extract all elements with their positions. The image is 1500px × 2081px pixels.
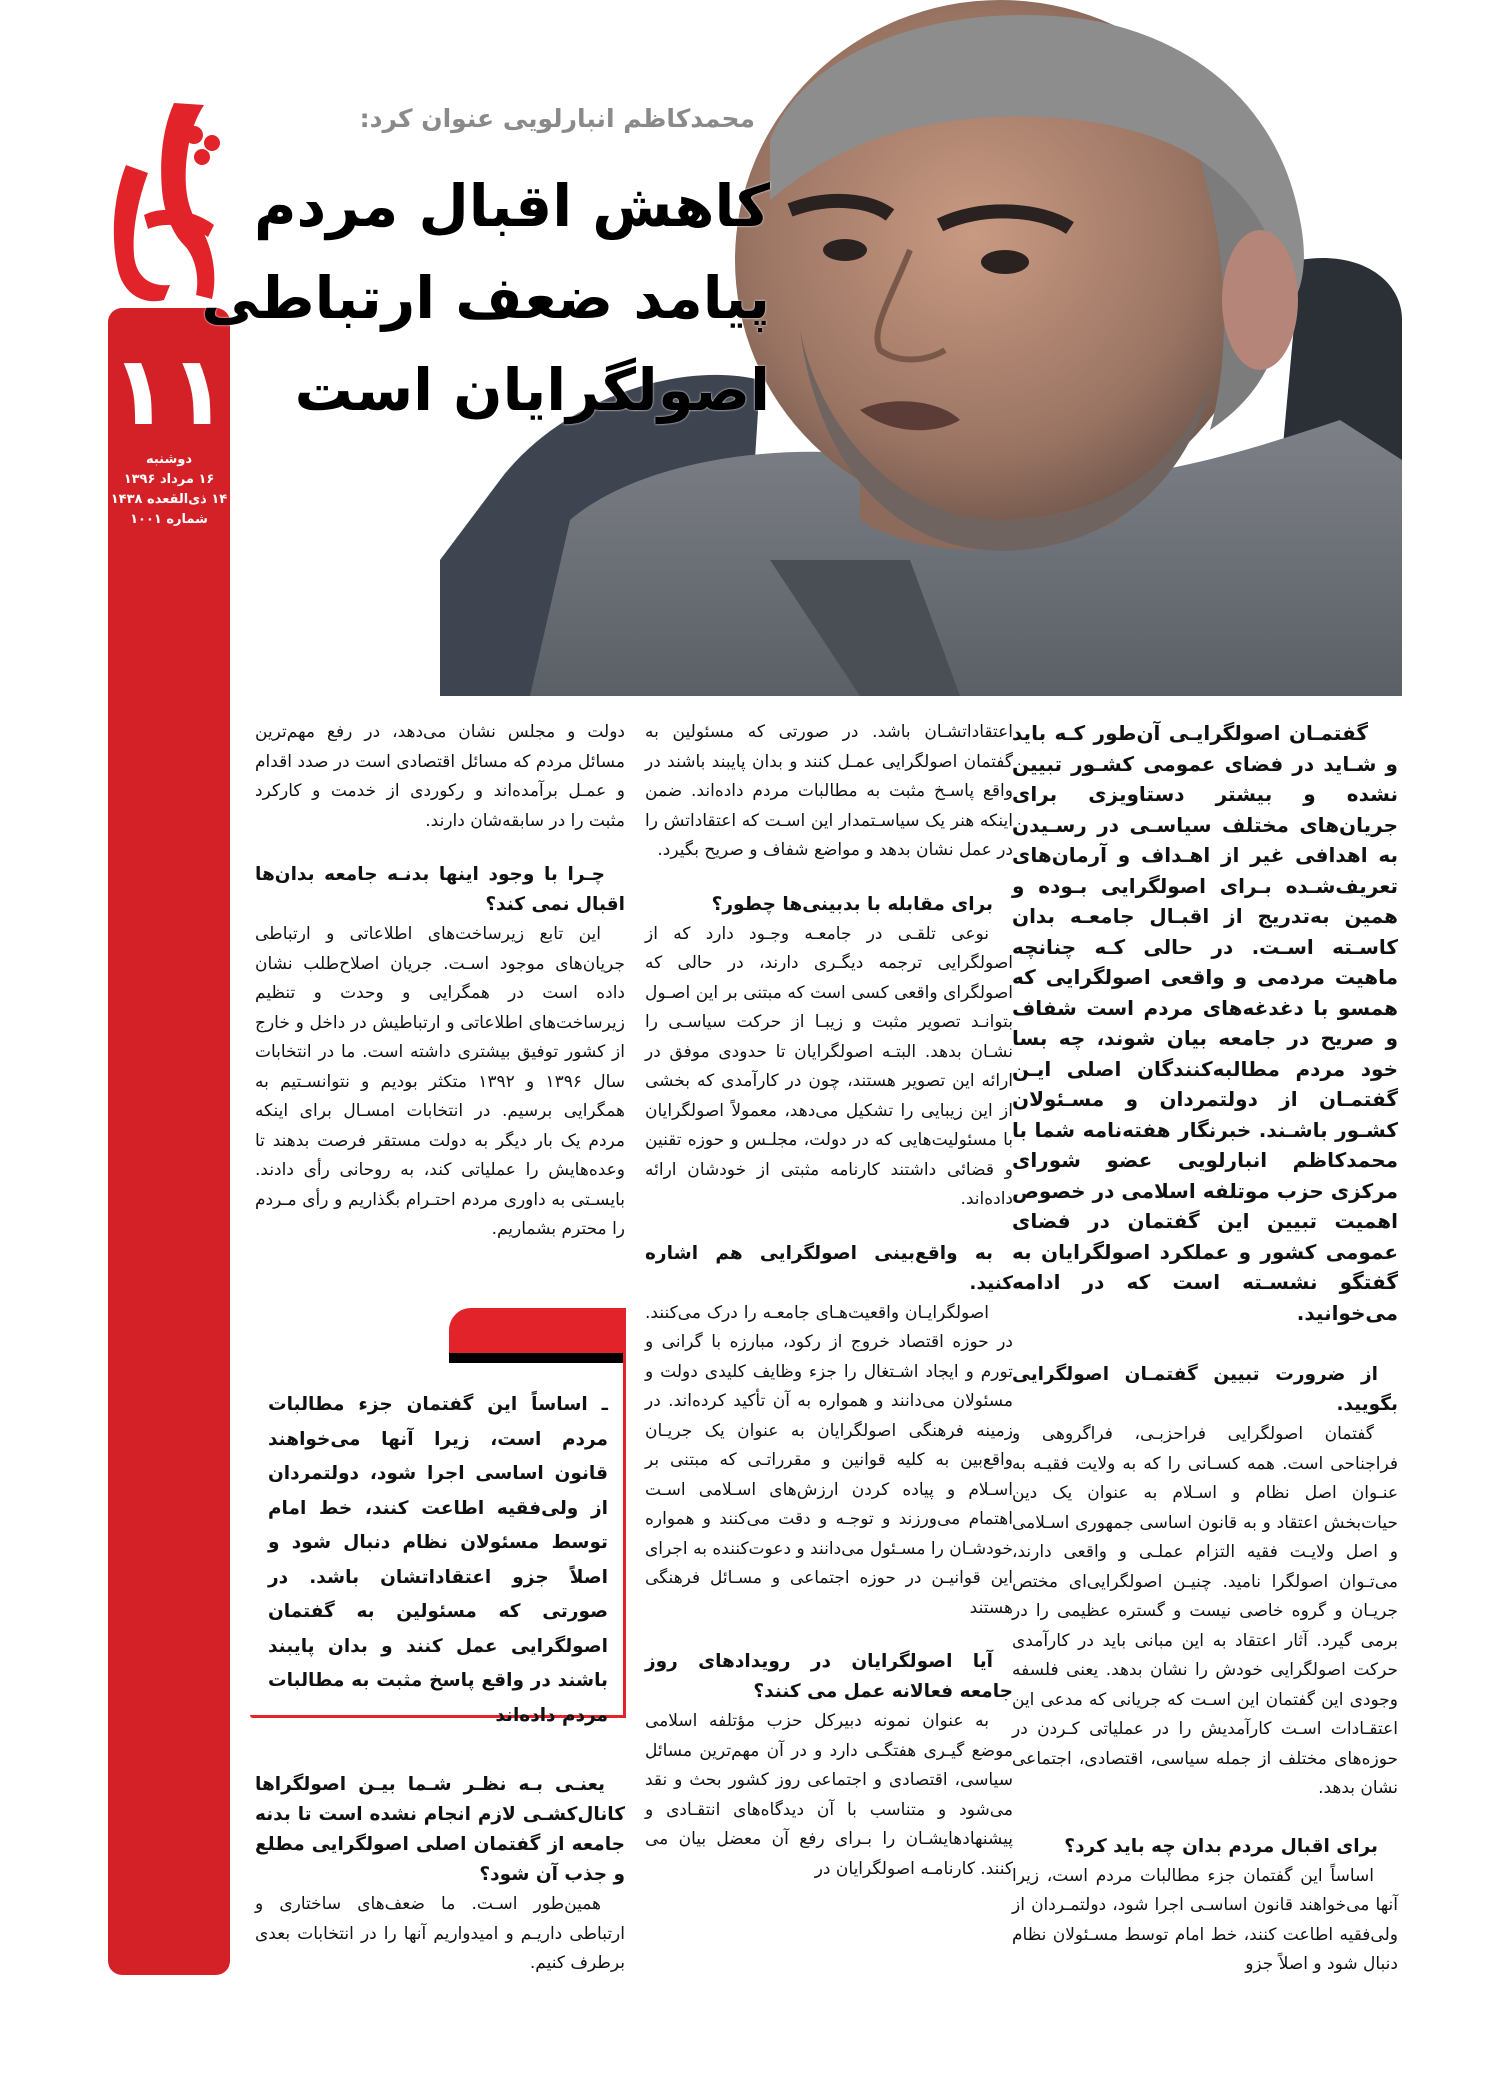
article-column-1 (1012, 718, 1398, 1980)
article-column-3 (255, 718, 625, 1245)
kicker: محمدکاظم انبارلویی عنوان کرد: (359, 104, 755, 133)
date-lunar: ۱۴ ذی‌القعده ۱۴۳۸ (110, 492, 228, 507)
question-heading: چـرا با وجود اینها بدنـه جامعه بدان‌ها اقبال نمی کند؟ (255, 864, 625, 915)
question-heading: از ضرورت تبیین گفتمـان اصولگرایی بگویید. (1012, 1364, 1398, 1415)
question-heading: برای مقابله با بدبینی‌ها چطور؟ (711, 893, 993, 915)
answer-paragraph: به عنوان نمونه دبیرکل حزب مؤتلفه اسلامی موضع گیـری هفتگـی دارد و در آن مهم‌ترین مسائل سیاسی، اقتصادی و اجتماعی روز کشور بحث و نقد می‌شود و متناسب با آن دیدگاه‌های انتقـادی و پیشنهادهایشـان را بـرای رفع آن معضل بیان می کنند. کارنامـه اصولگرایان در (645, 1711, 1013, 1879)
page-number: ۱۱ (110, 335, 228, 447)
headline (201, 160, 770, 436)
answer-paragraph: دولت و مجلس نشان می‌دهد، در رفع مهم‌ترین مسائل مردم که مسائل اقتصادی است در صدد اقدام و عمـل برآمده‌اند و رکوردی از خدمت و کارکرد مثبت را در سابقه‌شان دارند. (255, 722, 625, 831)
issue-sidebar (108, 308, 230, 1975)
pull-quote-box (250, 1308, 630, 1728)
weekday: دوشنبه (145, 452, 193, 467)
lead-paragraph: گفتمـان اصولگرایـی آن‌طور کـه باید و شـاید در فضای عمومی کشـور تبیین نشده و بیشتر دستاویزی برای جریان‌های مختلف سیاسـی در رسـیدن به اهدافی غیر از اهـداف و آرمان‌های تعریف‌شـده بـرای اصولگرایی بـوده و همین به‌تدریج از اقبـال جامعـه بدان کاسـته اسـت. در حالی کـه چنانچه ماهیت مردمی و واقعی اصولگرایی که همسو با دغدغه‌های مردم است شفاف و صریح در جامعه بیان شوند، چه بسا خود مردم مطالبه‌کنندگان اصلی ایـن گفتمـان از دولتمردان و مسـئولان کشـور باشـند. خبرنگار هفته‌نامه شما با محمدکاظم انبارلویی عضو شورای مرکزی حزب موتلفه اسلامی در خصوص اهمیت تبیین این گفتمان در فضای عمومی کشور و عملکرد اصولگرایان به گفتگو نشسـته است که در ادامه می‌خوانید. (1012, 721, 1398, 1325)
pull-quote-border (623, 1308, 626, 1716)
answer-paragraph: اساساً این گفتمان جزء مطالبات مردم است، زیرا آنها می‌خواهند قانون اساسـی اجرا شود، دولتمـردان از ولی‌فقیه اطاعت کنند، خط امام توسط مسـئولان نظام دنبال شود و اصلاً جزو (1012, 1865, 1398, 1974)
headline-line: پیامد ضعف ارتباطی (201, 264, 770, 332)
question-heading: یعنـی بـه نظـر شـما بیـن اصولگراها کانال‌کشـی لازم انجام نشده است تا بدنه جامعه از گفتمان اصلی اصولگرایی مطلع و جذب آن شود؟ (255, 1774, 625, 1885)
headline-line: اصولگرایان است (294, 356, 770, 424)
headline-line: کاهش اقبال مردم (254, 172, 770, 240)
answer-paragraph: نوعی تلقـی در جامعـه وجـود دارد که از اصولگرایی ترجمه دیگـری دارند، در حالی که اصولگرای واقعی کسی است که مبتنی بر این اصـول بتوانـد تصویر مثبت و زیبـا از حرکت سیاسـی را نشـان بدهد. البتـه اصولگرایان تا حدودی موفق در ارائه این تصویر هستند، چون در کارآمدی که بخشی از این زیبایی را تشکیل می‌دهد، معمولاً اصولگرایان با مسئولیت‌هایی که در دولت، مجلـس و حوزه تقنین و قضائی داشتند کارنامه مثبتی از خودشان ارائه داده‌اند. (645, 923, 1013, 1209)
answer-paragraph: همین‌طور اسـت. ما ضعف‌های ساختاری و ارتباطی داریـم و امیدواریم آنها را در انتخابات بعدی برطرف کنیم. (255, 1894, 625, 1973)
answer-paragraph: اصولگرایـان واقعیت‌هـای جامعـه را درک می‌کنند. در حوزه اقتصاد خروج از رکود، مبارزه با گرانی و تورم و ایجاد اشـتغال را جزء وظایف کلیدی دولت و مسئولان می‌دانند و همواره به آن تأکید کرده‌اند. در زمینه فرهنگی اصولگرایان به عنوان یک جریـان واقع‌بین به کلیه قوانین و مقرراتـی که مبتنی بر اسـلام و پیاده کردن ارزش‌های اسـلامی اسـت اهتمام می‌ورزند و توجـه و دقت می‌کنند و همواره خودشـان را مسـئول می‌دانند و دعوت‌کننده به اجرای این قوانیـن در حوزه اجتماعی و مسـائل فرهنگی هستند (645, 1302, 1013, 1618)
article-column-2 (645, 718, 1013, 1884)
dateline (108, 450, 230, 530)
pull-quote-black-bar (449, 1353, 624, 1363)
pull-quote-red-tab (449, 1308, 624, 1353)
answer-paragraph: این تابع زیرساخت‌های اطلاعاتی و ارتباطی جریان‌های موجود اسـت. جریان اصلاح‌طلب نشان داده است در همگرایی و وحدت و تنظیم زیرساخت‌های اطلاعاتی و ارتباطیش در داخل و خارج از کشور توفیق بیشتری داشته است. ما در انتخابات سال ۱۳۹۶ و ۱۳۹۲ متکثر بودیم و نتوانسـتیم به همگرایی برسیم. در انتخابات امسـال برای اینکه مردم یک بار دیگر به دولت مستقر فرصت بدهند تا وعده‌هایش را عملیاتی کند، به روحانی رأی دادند. بایسـتی به داوری مردم احتـرام بگذاریم و رأی مـردم را محترم بشماریم. (255, 924, 625, 1239)
answer-paragraph: گفتمان اصولگرایی فراحزبـی، فراگروهی و فراجناحی است. همه کسـانی را که به ولایت فقیـه به عنـوان اصل نظام و اسـلام به عنوان یک دین حیات‌بخش اعتقاد و به قانون اساسی جمهوری اسـلامی و اصل ولایـت فقیه التزام عملـی و واقعی دارند، می‌تـوان اصولگرا نامید. چنیـن اصولگرایی‌ای مختص جریـان و گروه خاصی نیست و گستره عظیمی را در برمی گیرد. آثار اعتقاد به این مبانی باید در کارآمدی حرکت اصولگرایی خودش را نشان بدهد. یعنی فلسفه وجودی این گفتمان این اسـت که جریانی که مدعی این اعتقـادات اسـت کارآمدیش را در عملیاتی کـردن در حوزه‌های مختلف از جمله سیاسی، اقتصادی، اجتماعی نشان بدهد. (1012, 1424, 1398, 1798)
pull-quote-text: ـ اساساً این گفتمان جزء مطالبات مردم است، زیرا آنها می‌خواهند قانون اساسی اجرا شود، دولتمردان از ولی‌فقیه اطاعت کنند، خط امام توسط مسئولان نظام دنبال شود و اصلاً جزو اعتقاداتشان باشد. در صورتی که مسئولین به گفتمان اصولگرایی عمل کنند و بدان پایبند باشند در واقع پاسخ مثبت به مطالبات مردم داده‌اند (268, 1394, 608, 1726)
answer-paragraph: اعتقاداتشـان باشد. در صورتی که مسئولین به گفتمان اصولگرایی عمـل کنند و بدان پایبند باشند در واقع پاسـخ مثبت به مطالبات مردم داده‌اند. ضمن اینکه هنر یک سیاسـتمدار این اسـت که اعتقاداتش را در عمل نشان بدهد و مواضع شفاف و صریح بگیرد. (645, 722, 1013, 860)
question-heading: برای اقبال مردم بدان چه باید کرد؟ (1064, 1835, 1378, 1857)
question-heading: آیا اصولگرایان در رویدادهای روز جامعه فعالانه عمل می کنند؟ (645, 1651, 1013, 1702)
article-column-3-bottom (255, 1770, 625, 1979)
date-solar: ۱۶ مرداد ۱۳۹۶ (123, 472, 215, 487)
issue-number: شماره ۱۰۰۱ (130, 512, 208, 527)
question-heading: به واقع‌بینی اصولگرایی هم اشاره کنید. (645, 1242, 1013, 1294)
